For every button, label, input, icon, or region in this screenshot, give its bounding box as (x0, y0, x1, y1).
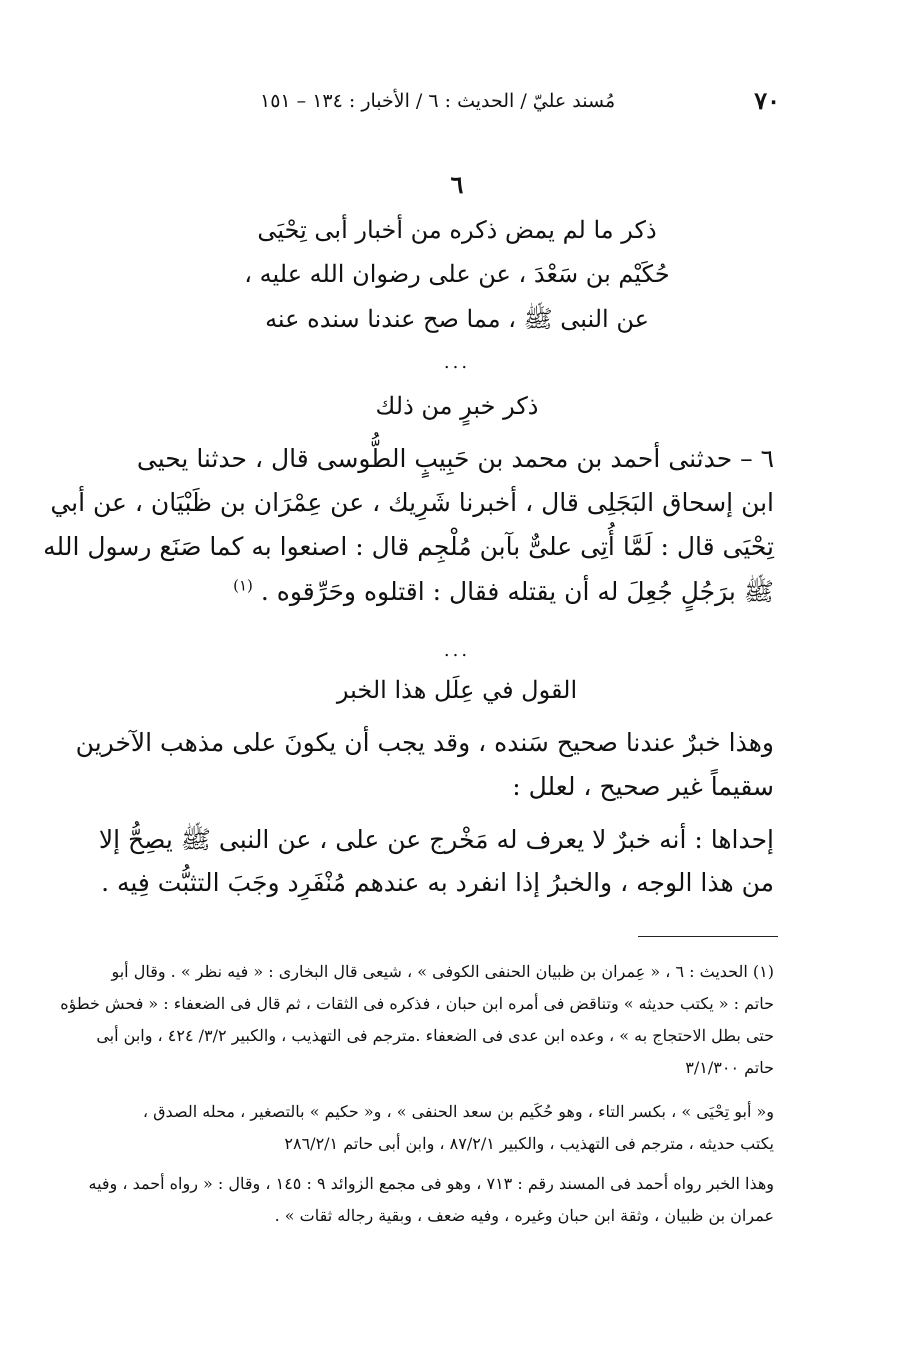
hadith-line: ابن إسحاق البَجَلِى قال ، أخبرنا شَرِيك ، عن عِمْرَان بن ظَبْيَان ، عن أبي (50, 488, 774, 517)
section-heading-line: عن النبى ﷺ ، مما صح عندنا سنده عنه (265, 305, 649, 333)
footnote-line: يكتب حديثه ، مترجم فى التهذيب ، والكبير ٨٧/٢/١ ، وابن أبى حاتم ٢٨٦/٢/١ (284, 1134, 774, 1153)
hadith-line: ٦ – حدثنى أحمد بن محمد بن حَبِيبٍ الطُّوسى قال ، حدثنا يحيى (136, 444, 774, 473)
footnote-marker: (١) (233, 576, 253, 595)
ilal-heading: القول في عِلَل هذا الخبر (336, 676, 578, 704)
footnote-line: عمران بن ظبيان ، وثقة ابن حبان وغيره ، وفيه ضعف ، وبقية رجاله ثقات » . (274, 1206, 774, 1225)
subheading: ذكر خبرٍ من ذلك (375, 392, 539, 420)
footnote-line: (١) الحديث : ٦ ، « عِمران بن ظبيان الحنفى الكوفى » ، شيعى قال البخارى : « فيه نظر » . وقال أبو (111, 962, 774, 981)
footnote-line: حاتم ٣/١/٣٠٠ (685, 1058, 774, 1077)
separator-dots: ... (443, 352, 471, 373)
hadith-line (114, 576, 774, 613)
paragraph-line: وهذا خبرٌ عندنا صحيح سَنده ، وقد يجب أن يكونَ على مذهب الآخرين (75, 728, 774, 757)
hadith-line-text: ﷺ برَجُلٍ جُعِلَ له أن يقتله فقال : اقتلوه وحَرِّقوه . (260, 577, 774, 606)
footnote-line: وهذا الخبر رواه أحمد فى المسند رقم : ٧١٣ ، وهو فى مجمع الزوائد ٩ : ١٤٥ ، وقال : « رواه أحمد ، وفيه (88, 1174, 774, 1193)
footnote-line: حتى بطل الاحتجاج به » ، وعده ابن عدى فى الضعفاء .مترجم فى التهذيب ، والكبير ٣/٢/ ٤٢٤ ، وابن أبى (96, 1026, 774, 1045)
footnote-line: و« أبو تِحْيَى » ، بكسر التاء ، وهو حُكَيم بن سعد الحنفى » ، و« حكيم » بالتصغير ، محله الصدق ، (142, 1102, 774, 1121)
section-heading-line: ذكر ما لم يمض ذكره من أخبار أبى تِحْيَى (257, 216, 657, 244)
running-title: مُسند عليّ / الحديث : ٦ / الأخبار : ١٣٤ – ١٥١ (260, 90, 616, 112)
paragraph-line: من هذا الوجه ، والخبرُ إذا انفرد به عندهم مُنْفَرِد وجَبَ التثبُّت فِيه . (101, 868, 774, 897)
hadith-line: تِحْيَى قال : لَمَّا أُتِى علىٌّ بآبن مُلْجِم قال : اصنعوا به كما صَنَع رسول الله (43, 532, 774, 561)
section-heading-line: حُكَيْم بن سَعْدَ ، عن على رضوان الله عليه ، (244, 260, 670, 288)
paragraph-line: إحداها : أنه خبرٌ لا يعرف له مَخْرج عن على ، عن النبى ﷺ يصِحُّ إلا (98, 825, 774, 854)
separator-dots: ... (443, 640, 471, 661)
running-header (120, 86, 780, 126)
paragraph-line: سقيماً غير صحيح ، لعلل : (512, 772, 774, 801)
section-number: ٦ (450, 170, 464, 199)
footnote-line: حاتم : « يكتب حديثه » وتناقض فى أمره ابن حبان ، فذكره فى الثقات ، ثم قال فى الضعفاء : « فحش خطؤه (60, 994, 774, 1013)
footnote-divider (638, 936, 778, 937)
page-number: ٧٠ (754, 86, 780, 115)
